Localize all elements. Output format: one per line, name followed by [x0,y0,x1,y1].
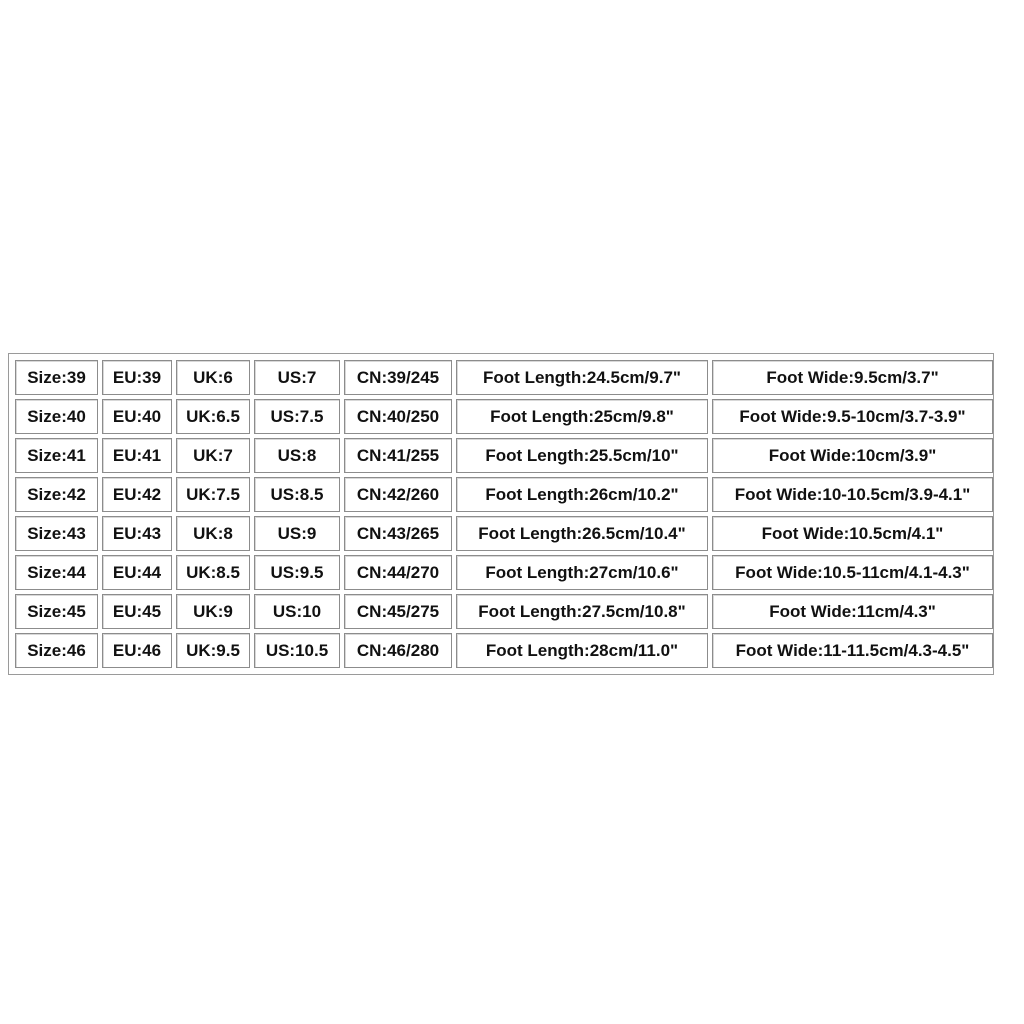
table-row [15,633,993,668]
foot-length-cell: Foot Length:26cm/10.2" [456,477,708,512]
table-row [15,399,993,434]
eu-size-cell: EU:45 [102,594,172,629]
eu-size-cell: EU:46 [102,633,172,668]
foot-wide-cell: Foot Wide:9.5-10cm/3.7-3.9" [712,399,993,434]
eu-size-cell: EU:40 [102,399,172,434]
size-cell: Size:40 [15,399,98,434]
size-cell: Size:41 [15,438,98,473]
size-table [11,356,997,672]
us-size-cell: US:8.5 [254,477,340,512]
eu-size-cell: EU:42 [102,477,172,512]
size-cell: Size:44 [15,555,98,590]
table-row [15,438,993,473]
foot-wide-cell: Foot Wide:10.5-11cm/4.1-4.3" [712,555,993,590]
size-cell: Size:43 [15,516,98,551]
cn-size-cell: CN:46/280 [344,633,452,668]
foot-wide-cell: Foot Wide:11cm/4.3" [712,594,993,629]
table-row [15,516,993,551]
size-cell: Size:42 [15,477,98,512]
foot-length-cell: Foot Length:27cm/10.6" [456,555,708,590]
us-size-cell: US:7 [254,360,340,395]
size-cell: Size:39 [15,360,98,395]
table-row [15,555,993,590]
uk-size-cell: UK:7 [176,438,250,473]
eu-size-cell: EU:44 [102,555,172,590]
foot-length-cell: Foot Length:26.5cm/10.4" [456,516,708,551]
eu-size-cell: EU:43 [102,516,172,551]
us-size-cell: US:9.5 [254,555,340,590]
cn-size-cell: CN:41/255 [344,438,452,473]
uk-size-cell: UK:7.5 [176,477,250,512]
foot-length-cell: Foot Length:25cm/9.8" [456,399,708,434]
uk-size-cell: UK:6 [176,360,250,395]
table-row [15,594,993,629]
foot-length-cell: Foot Length:28cm/11.0" [456,633,708,668]
foot-length-cell: Foot Length:24.5cm/9.7" [456,360,708,395]
us-size-cell: US:10 [254,594,340,629]
foot-length-cell: Foot Length:27.5cm/10.8" [456,594,708,629]
eu-size-cell: EU:41 [102,438,172,473]
foot-wide-cell: Foot Wide:11-11.5cm/4.3-4.5" [712,633,993,668]
foot-wide-cell: Foot Wide:10.5cm/4.1" [712,516,993,551]
size-chart-table [8,353,994,675]
table-row [15,360,993,395]
us-size-cell: US:7.5 [254,399,340,434]
size-cell: Size:45 [15,594,98,629]
foot-wide-cell: Foot Wide:10-10.5cm/3.9-4.1" [712,477,993,512]
uk-size-cell: UK:9.5 [176,633,250,668]
uk-size-cell: UK:8.5 [176,555,250,590]
us-size-cell: US:9 [254,516,340,551]
us-size-cell: US:10.5 [254,633,340,668]
uk-size-cell: UK:6.5 [176,399,250,434]
cn-size-cell: CN:44/270 [344,555,452,590]
cn-size-cell: CN:39/245 [344,360,452,395]
uk-size-cell: UK:8 [176,516,250,551]
foot-wide-cell: Foot Wide:10cm/3.9" [712,438,993,473]
cn-size-cell: CN:42/260 [344,477,452,512]
uk-size-cell: UK:9 [176,594,250,629]
foot-wide-cell: Foot Wide:9.5cm/3.7" [712,360,993,395]
table-row [15,477,993,512]
us-size-cell: US:8 [254,438,340,473]
cn-size-cell: CN:43/265 [344,516,452,551]
cn-size-cell: CN:40/250 [344,399,452,434]
foot-length-cell: Foot Length:25.5cm/10" [456,438,708,473]
size-cell: Size:46 [15,633,98,668]
eu-size-cell: EU:39 [102,360,172,395]
cn-size-cell: CN:45/275 [344,594,452,629]
